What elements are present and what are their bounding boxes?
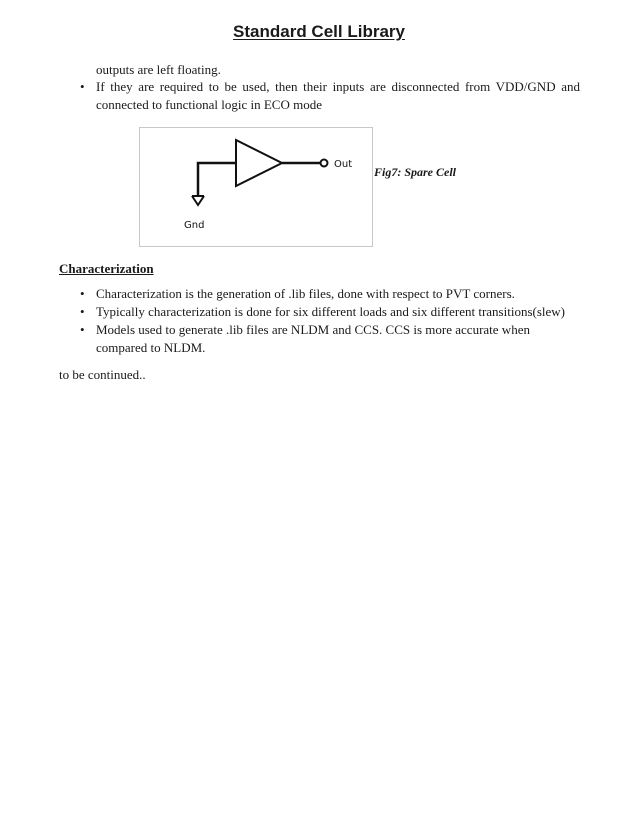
spare-cell-figure xyxy=(139,127,373,247)
list-item-text: Characterization is the generation of .lib files, done with respect to PVT corners. xyxy=(96,286,515,301)
list-item-text: Typically characterization is done for six different loads and six different transitions(slew) xyxy=(96,304,565,319)
list-item xyxy=(60,303,580,321)
buffer-symbol xyxy=(236,140,282,186)
bullet-icon: • xyxy=(80,304,85,319)
section-heading: Characterization xyxy=(59,261,154,276)
gnd-label: Gnd xyxy=(184,220,205,231)
list-item-text: If they are required to be used, then their inputs are disconnected from VDD/GND and connected to functional logic in ECO mode xyxy=(96,79,580,112)
buffer-schematic-diagram xyxy=(140,128,374,248)
figure-caption: Fig7: Spare Cell xyxy=(374,165,457,179)
page-title: Standard Cell Library xyxy=(233,22,405,41)
bullet-icon: • xyxy=(80,322,85,337)
continuation-text: outputs are left floating. xyxy=(96,62,221,77)
list-item xyxy=(60,285,580,303)
list-item-text: Models used to generate .lib files are NLDM and CCS. CCS is more accurate when compared to NLDM. xyxy=(96,322,530,355)
output-terminal-icon xyxy=(321,160,328,167)
bullet-icon: • xyxy=(80,79,85,94)
bullet-list-characterization xyxy=(60,285,580,357)
bullet-list-top xyxy=(60,78,580,114)
ground-icon xyxy=(192,196,204,205)
list-item xyxy=(60,321,580,357)
list-item xyxy=(60,78,580,114)
bullet-icon: • xyxy=(80,286,85,301)
closing-text: to be continued.. xyxy=(59,367,146,382)
out-label: Out xyxy=(334,159,353,170)
input-wire xyxy=(198,163,236,196)
